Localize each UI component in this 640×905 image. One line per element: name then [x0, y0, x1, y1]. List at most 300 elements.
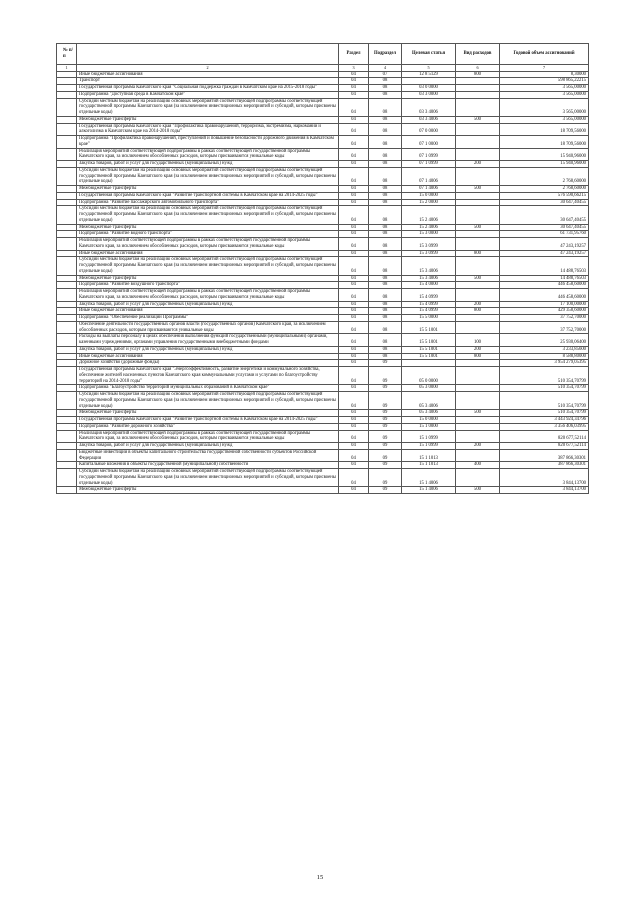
cell-podrazdel: 09 — [369, 360, 402, 367]
table-row — [57, 123, 589, 136]
table-row — [57, 301, 589, 308]
cell-amount: 387 866,30301 — [500, 462, 589, 469]
cell-number — [57, 275, 77, 282]
cell-article: 03 3 4006 — [402, 116, 456, 123]
cell-razdel: 04 — [339, 487, 369, 494]
cell-name: Субсидии местным бюджетам на реализацию основных мероприятий соответствующей подпрограммы соответствующей государственной программы Камчатского края (за исключением инвестиционных мероприятий и субсидий, которым присвоены отдельные коды) — [77, 98, 339, 116]
cell-number — [57, 301, 77, 308]
header-vid: Вид расходов — [456, 44, 500, 65]
cell-amount: 2 768,60000 — [500, 186, 589, 193]
cell-number — [57, 224, 77, 231]
cell-vid — [456, 289, 500, 302]
cell-podrazdel: 08 — [369, 289, 402, 302]
table-row — [57, 417, 589, 424]
cell-article: 07 1 4006 — [402, 186, 456, 193]
cell-article: 07 1 0000 — [402, 136, 456, 149]
cell-article: 15 2 0000 — [402, 199, 456, 206]
cell-article: 03 3 4006 — [402, 98, 456, 116]
cell-podrazdel: 08 — [369, 136, 402, 149]
cell-vid: 500 — [456, 116, 500, 123]
cell-vid — [456, 206, 500, 224]
cell-article: 15 4 0999 — [402, 301, 456, 308]
cell-razdel: 04 — [339, 148, 369, 161]
cell-podrazdel: 09 — [369, 392, 402, 410]
cell-amount: 8 588,80000 — [500, 353, 589, 360]
cell-number — [57, 346, 77, 353]
cell-podrazdel: 08 — [369, 98, 402, 116]
cell-number — [57, 238, 77, 251]
cell-amount: 820 677,52114 — [500, 430, 589, 443]
cell-article: 15 1 0999 — [402, 443, 456, 450]
cell-razdel: 04 — [339, 462, 369, 469]
cell-article: 15 4 0000 — [402, 282, 456, 289]
cell-podrazdel: 08 — [369, 85, 402, 92]
cell-razdel: 04 — [339, 308, 369, 315]
cell-number — [57, 78, 77, 85]
cell-amount: 446 458,60000 — [500, 282, 589, 289]
cell-podrazdel: 08 — [369, 167, 402, 185]
cell-name: Капитальные вложения в объекты государственной (муниципальной) собственности — [77, 462, 339, 469]
cell-name: Реализация мероприятий соответствующей подпрограммы в рамках соответствующей государственной программы Камчатского края, за исключением обособленных расходов, которым присваиваются уникальные коды — [77, 238, 339, 251]
cell-vid: 200 — [456, 443, 500, 450]
cell-number — [57, 469, 77, 487]
table-row — [57, 148, 589, 161]
cell-podrazdel: 09 — [369, 443, 402, 450]
cell-vid — [456, 123, 500, 136]
cell-number — [57, 250, 77, 257]
table-row — [57, 423, 589, 430]
cell-vid: 100 — [456, 334, 500, 347]
cell-razdel: 04 — [339, 321, 369, 334]
cell-podrazdel: 08 — [369, 250, 402, 257]
cell-name: Подпрограмма "Доступная среда в Камчатском крае" — [77, 91, 339, 98]
cell-vid: 200 — [456, 346, 500, 353]
table-row — [57, 315, 589, 322]
cell-number — [57, 417, 77, 424]
cell-article: 15 0 0000 — [402, 192, 456, 199]
column-number: 6 — [456, 65, 500, 72]
cell-name: Подпрограмма "Развитие дорожного хозяйства" — [77, 423, 339, 430]
cell-vid — [456, 315, 500, 322]
cell-amount: 598 865,22215 — [500, 78, 589, 85]
cell-amount: 510 354,70799 — [500, 392, 589, 410]
cell-number — [57, 315, 77, 322]
cell-number — [57, 423, 77, 430]
cell-amount: 3 565,00000 — [500, 116, 589, 123]
cell-vid: 500 — [456, 275, 500, 282]
cell-number — [57, 334, 77, 347]
cell-name: Реализация мероприятий соответствующей подпрограммы в рамках соответствующей государственной программы Камчатского края, за исключением обособленных расходов, которым присваиваются уникальные коды — [77, 430, 339, 443]
table-row — [57, 462, 589, 469]
cell-article: 07 1 4006 — [402, 167, 456, 185]
cell-number — [57, 91, 77, 98]
cell-vid: 800 — [456, 250, 500, 257]
table-row — [57, 360, 589, 367]
cell-name: Иные бюджетные ассигнования — [77, 250, 339, 257]
header-razdel: Раздел — [339, 44, 369, 65]
cell-name: Расходы на выплаты персоналу в целях обеспечения выполнения функций государственными (муниципальными) органами, казенными учреждениями, органами управления государственными внебюджетными фондами — [77, 334, 339, 347]
cell-name: Подпрограмма "Развитие воздушного транспорта" — [77, 282, 339, 289]
cell-razdel: 04 — [339, 315, 369, 322]
cell-vid — [456, 257, 500, 275]
cell-name: Транспорт — [77, 78, 339, 85]
table-row — [57, 116, 589, 123]
cell-vid: 200 — [456, 301, 500, 308]
table-row — [57, 98, 589, 116]
cell-razdel: 04 — [339, 199, 369, 206]
cell-podrazdel: 09 — [369, 423, 402, 430]
table-row — [57, 353, 589, 360]
cell-razdel: 04 — [339, 136, 369, 149]
cell-article: 15 1 4006 — [402, 469, 456, 487]
table-row — [57, 469, 589, 487]
cell-article: 03 3 0000 — [402, 91, 456, 98]
cell-razdel: 04 — [339, 301, 369, 308]
cell-podrazdel: 08 — [369, 301, 402, 308]
cell-number — [57, 123, 77, 136]
cell-name: Дорожное хозяйство (дорожные фонды) — [77, 360, 339, 367]
cell-amount: 820 677,52114 — [500, 443, 589, 450]
cell-amount: 47 243,19257 — [500, 250, 589, 257]
cell-name: Закупка товаров, работ и услуг для государственных (муниципальных) нужд — [77, 443, 339, 450]
cell-razdel: 04 — [339, 469, 369, 487]
cell-name: Бюджетные инвестиции в объекты капитального строительства государственной собственности субъектов Российской Федерации — [77, 449, 339, 462]
cell-razdel: 04 — [339, 78, 369, 85]
cell-article: 15 1 0999 — [402, 430, 456, 443]
cell-vid: 500 — [456, 410, 500, 417]
cell-amount: 429 358,60000 — [500, 308, 589, 315]
cell-name: Межбюджетные трансферты — [77, 487, 339, 494]
cell-name: Межбюджетные трансферты — [77, 224, 339, 231]
cell-amount: 30 647,40455 — [500, 199, 589, 206]
table-row — [57, 449, 589, 462]
header-article: Целевая статья — [402, 44, 456, 65]
cell-vid: 500 — [456, 487, 500, 494]
cell-podrazdel: 08 — [369, 161, 402, 168]
cell-article: 15 5 1001 — [402, 334, 456, 347]
cell-name: Закупка товаров, работ и услуг для государственных (муниципальных) нужд — [77, 301, 339, 308]
cell-number — [57, 360, 77, 367]
cell-number — [57, 410, 77, 417]
cell-name: Субсидии местным бюджетам на реализацию основных мероприятий соответствующей подпрограммы соответствующей государственной программы Камчатского края (за исключением инвестиционных мероприятий и субсидий, которым присвоены отдельные коды) — [77, 206, 339, 224]
cell-vid — [456, 136, 500, 149]
cell-number — [57, 136, 77, 149]
cell-amount: 17 100,00000 — [500, 301, 589, 308]
cell-number — [57, 71, 77, 78]
cell-vid — [456, 423, 500, 430]
cell-razdel: 04 — [339, 85, 369, 92]
cell-vid — [456, 98, 500, 116]
cell-amount: 14 488,76503 — [500, 275, 589, 282]
cell-article: 15 1 1013 — [402, 462, 456, 469]
cell-podrazdel: 08 — [369, 275, 402, 282]
cell-podrazdel: 08 — [369, 353, 402, 360]
table-row — [57, 346, 589, 353]
cell-number — [57, 85, 77, 92]
cell-amount: 3 356 406,03995 — [500, 423, 589, 430]
cell-name: Обеспечение деятельности государственных органов власти (государственных органов) Камчатского края, за исключением обособленных расходов, которым присваиваются уникальные коды — [77, 321, 339, 334]
cell-razdel: 04 — [339, 231, 369, 238]
cell-podrazdel: 09 — [369, 487, 402, 494]
cell-name: Государственная программа Камчатского края "Энергоэффективность, развитие энергетики и коммунального хозяйства, обеспечение жителей населенных пунктов Камчатского края коммунальными услугами и услугами по благоустройству территорий на 2014-2018 годы" — [77, 367, 339, 385]
cell-name: Субсидии местным бюджетам на реализацию основных мероприятий соответствующей подпрограммы соответствующей государственной программы Камчатского края (за исключением инвестиционных мероприятий и субсидий, которым присвоены отдельные коды) — [77, 167, 339, 185]
cell-amount: 14 488,76503 — [500, 257, 589, 275]
cell-vid — [456, 282, 500, 289]
cell-article: 15 3 0999 — [402, 250, 456, 257]
cell-vid — [456, 392, 500, 410]
cell-podrazdel: 09 — [369, 462, 402, 469]
cell-article: 05 0 0000 — [402, 367, 456, 385]
cell-vid — [456, 231, 500, 238]
table-header-row — [57, 44, 589, 65]
cell-podrazdel: 08 — [369, 257, 402, 275]
cell-vid — [456, 238, 500, 251]
cell-number — [57, 392, 77, 410]
table-row — [57, 186, 589, 193]
cell-vid: 500 — [456, 186, 500, 193]
table-row — [57, 282, 589, 289]
table-row — [57, 321, 589, 334]
cell-razdel: 04 — [339, 385, 369, 392]
column-number: 1 — [57, 65, 77, 72]
table-row — [57, 257, 589, 275]
cell-podrazdel: 08 — [369, 199, 402, 206]
cell-vid: 400 — [456, 462, 500, 469]
cell-podrazdel: 08 — [369, 78, 402, 85]
cell-razdel: 04 — [339, 360, 369, 367]
cell-vid — [456, 367, 500, 385]
header-number: № п/п — [57, 44, 77, 65]
cell-razdel: 04 — [339, 275, 369, 282]
table-row — [57, 250, 589, 257]
cell-name: Иные бюджетные ассигнования — [77, 353, 339, 360]
cell-number — [57, 443, 77, 450]
cell-amount: 37 752,70000 — [500, 315, 589, 322]
table-row — [57, 238, 589, 251]
column-number: 2 — [77, 65, 339, 72]
cell-article: 15 3 4006 — [402, 275, 456, 282]
table-row — [57, 275, 589, 282]
cell-podrazdel: 09 — [369, 417, 402, 424]
cell-name: Иные бюджетные ассигнования — [77, 71, 339, 78]
cell-vid: 500 — [456, 224, 500, 231]
table-body — [57, 71, 589, 494]
cell-amount: 61 731,95760 — [500, 231, 589, 238]
cell-razdel: 04 — [339, 91, 369, 98]
cell-razdel: 04 — [339, 289, 369, 302]
cell-razdel: 04 — [339, 161, 369, 168]
cell-number — [57, 116, 77, 123]
cell-article: 07 0 0000 — [402, 123, 456, 136]
cell-amount: 8,30000 — [500, 71, 589, 78]
cell-razdel: 04 — [339, 250, 369, 257]
cell-podrazdel: 09 — [369, 367, 402, 385]
cell-name: Реализация мероприятий соответствующей подпрограммы в рамках соответствующей государственной программы Камчатского края, за исключением обособленных расходов, которым присваиваются уникальные коды — [77, 148, 339, 161]
cell-vid: 800 — [456, 308, 500, 315]
cell-podrazdel: 08 — [369, 91, 402, 98]
cell-razdel: 04 — [339, 224, 369, 231]
cell-amount: 25 930,06400 — [500, 334, 589, 347]
cell-article: 03 0 0000 — [402, 85, 456, 92]
cell-amount: 18 709,56000 — [500, 136, 589, 149]
header-podrazdel: Подраздел — [369, 44, 402, 65]
cell-razdel: 04 — [339, 443, 369, 450]
cell-vid: 800 — [456, 353, 500, 360]
cell-amount: 30 647,40455 — [500, 206, 589, 224]
cell-number — [57, 206, 77, 224]
cell-article: 15 4 0999 — [402, 308, 456, 315]
table-row — [57, 231, 589, 238]
cell-number — [57, 282, 77, 289]
cell-razdel: 04 — [339, 257, 369, 275]
column-number: 7 — [500, 65, 589, 72]
cell-podrazdel: 08 — [369, 186, 402, 193]
cell-podrazdel: 09 — [369, 469, 402, 487]
cell-name: Подпрограмма "Развитие пассажирского автомобильного транспорта" — [77, 199, 339, 206]
cell-article: 15 1 0000 — [402, 423, 456, 430]
cell-podrazdel: 08 — [369, 148, 402, 161]
cell-razdel: 04 — [339, 282, 369, 289]
cell-razdel: 04 — [339, 123, 369, 136]
cell-number — [57, 321, 77, 334]
table-row — [57, 334, 589, 347]
cell-amount: 15 940,96000 — [500, 148, 589, 161]
cell-amount: 2 768,60000 — [500, 167, 589, 185]
cell-number — [57, 231, 77, 238]
cell-razdel: 04 — [339, 238, 369, 251]
cell-podrazdel: 08 — [369, 282, 402, 289]
table-row — [57, 136, 589, 149]
cell-amount: 3 844,13700 — [500, 469, 589, 487]
cell-razdel: 04 — [339, 423, 369, 430]
cell-vid — [456, 449, 500, 462]
cell-vid — [456, 192, 500, 199]
table-row — [57, 224, 589, 231]
cell-name: Иные бюджетные ассигнования — [77, 308, 339, 315]
cell-article — [402, 78, 456, 85]
cell-article: 15 2 4006 — [402, 206, 456, 224]
table-row — [57, 199, 589, 206]
cell-number — [57, 148, 77, 161]
table-row — [57, 289, 589, 302]
cell-article: 07 1 0999 — [402, 161, 456, 168]
cell-vid — [456, 199, 500, 206]
cell-amount: 387 866,30301 — [500, 449, 589, 462]
cell-razdel: 04 — [339, 71, 369, 78]
cell-article: 15 5 1001 — [402, 353, 456, 360]
cell-article: 07 1 0999 — [402, 148, 456, 161]
cell-name: Субсидии местным бюджетам на реализацию основных мероприятий соответствующей подпрограммы соответствующей государственной программы Камчатского края (за исключением инвестиционных мероприятий и субсидий, которым присвоены отдельные коды) — [77, 392, 339, 410]
cell-number — [57, 353, 77, 360]
cell-number — [57, 462, 77, 469]
cell-amount: 3 233,85600 — [500, 346, 589, 353]
cell-article: 05 3 4006 — [402, 410, 456, 417]
cell-vid — [456, 85, 500, 92]
cell-podrazdel: 08 — [369, 308, 402, 315]
budget-table-sheet — [56, 43, 588, 494]
cell-article: 15 3 4006 — [402, 257, 456, 275]
cell-number — [57, 192, 77, 199]
table-row — [57, 192, 589, 199]
cell-number — [57, 161, 77, 168]
cell-amount: 15 940,96000 — [500, 161, 589, 168]
cell-razdel: 04 — [339, 334, 369, 347]
cell-name: Государственная программа Камчатского края "Развитие транспортной системы в Камчатском крае на 2014-2025 годы" — [77, 192, 339, 199]
cell-number — [57, 430, 77, 443]
cell-vid: 200 — [456, 161, 500, 168]
cell-article: 05 3 0000 — [402, 385, 456, 392]
cell-name: Государственная программа Камчатского края "Социальная поддержка граждан в Камчатском крае на 2015-2018 годы" — [77, 85, 339, 92]
page-number: 15 — [316, 874, 324, 881]
cell-amount: 47 243,19257 — [500, 238, 589, 251]
cell-podrazdel: 08 — [369, 231, 402, 238]
cell-amount: 576 590,66215 — [500, 192, 589, 199]
table-row — [57, 85, 589, 92]
cell-article: 15 5 0000 — [402, 315, 456, 322]
cell-name: Субсидии местным бюджетам на реализацию основных мероприятий соответствующей подпрограммы соответствующей государственной программы Камчатского края (за исключением инвестиционных мероприятий и субсидий, которым присвоены отдельные коды) — [77, 257, 339, 275]
table-row — [57, 78, 589, 85]
cell-number — [57, 487, 77, 494]
cell-podrazdel: 08 — [369, 315, 402, 322]
cell-razdel: 04 — [339, 192, 369, 199]
cell-vid — [456, 321, 500, 334]
cell-name: Закупка товаров, работ и услуг для государственных (муниципальных) нужд — [77, 346, 339, 353]
cell-podrazdel: 09 — [369, 430, 402, 443]
cell-article: 15 3 0000 — [402, 231, 456, 238]
cell-article: 15 0 0000 — [402, 417, 456, 424]
cell-number — [57, 367, 77, 385]
cell-number — [57, 449, 77, 462]
cell-podrazdel: 08 — [369, 123, 402, 136]
cell-amount: 30 647,40455 — [500, 224, 589, 231]
cell-razdel: 04 — [339, 449, 369, 462]
cell-name: Подпрограмма "Обеспечение реализации Программы" — [77, 315, 339, 322]
cell-razdel: 04 — [339, 430, 369, 443]
table-row — [57, 385, 589, 392]
table-row — [57, 367, 589, 385]
cell-podrazdel: 08 — [369, 321, 402, 334]
cell-name: Подпрограмма "Профилактика правонарушений, преступлений и повышение безопасности дорожного движения в Камчатском крае" — [77, 136, 339, 149]
cell-razdel: 04 — [339, 186, 369, 193]
cell-razdel: 04 — [339, 392, 369, 410]
cell-number — [57, 98, 77, 116]
cell-razdel: 04 — [339, 417, 369, 424]
cell-podrazdel: 09 — [369, 449, 402, 462]
cell-podrazdel: 08 — [369, 206, 402, 224]
cell-amount: 510 354,70799 — [500, 367, 589, 385]
table-row — [57, 443, 589, 450]
cell-amount: 446 458,60000 — [500, 289, 589, 302]
cell-article — [402, 360, 456, 367]
cell-razdel: 04 — [339, 116, 369, 123]
cell-article: 15 1 1013 — [402, 449, 456, 462]
table-row — [57, 308, 589, 315]
header-amount: Годовой объем ассигнований — [500, 44, 589, 65]
cell-article: 15 4 0999 — [402, 289, 456, 302]
cell-name: Реализация мероприятий соответствующей подпрограммы в рамках соответствующей государственной программы Камчатского края, за исключением обособленных расходов, которым присваиваются уникальные коды — [77, 289, 339, 302]
cell-amount: 510 354,70799 — [500, 385, 589, 392]
cell-article: 15 5 1001 — [402, 346, 456, 353]
cell-podrazdel: 08 — [369, 116, 402, 123]
cell-amount: 37 752,70000 — [500, 321, 589, 334]
cell-name: Субсидии местным бюджетам на реализацию основных мероприятий соответствующей подпрограммы соответствующей государственной программы Камчатского края (за исключением инвестиционных мероприятий и субсидий, которым присвоены отдельные коды) — [77, 469, 339, 487]
cell-amount: 18 709,56000 — [500, 123, 589, 136]
cell-number — [57, 186, 77, 193]
cell-vid — [456, 385, 500, 392]
cell-number — [57, 167, 77, 185]
cell-vid — [456, 148, 500, 161]
cell-razdel: 04 — [339, 353, 369, 360]
